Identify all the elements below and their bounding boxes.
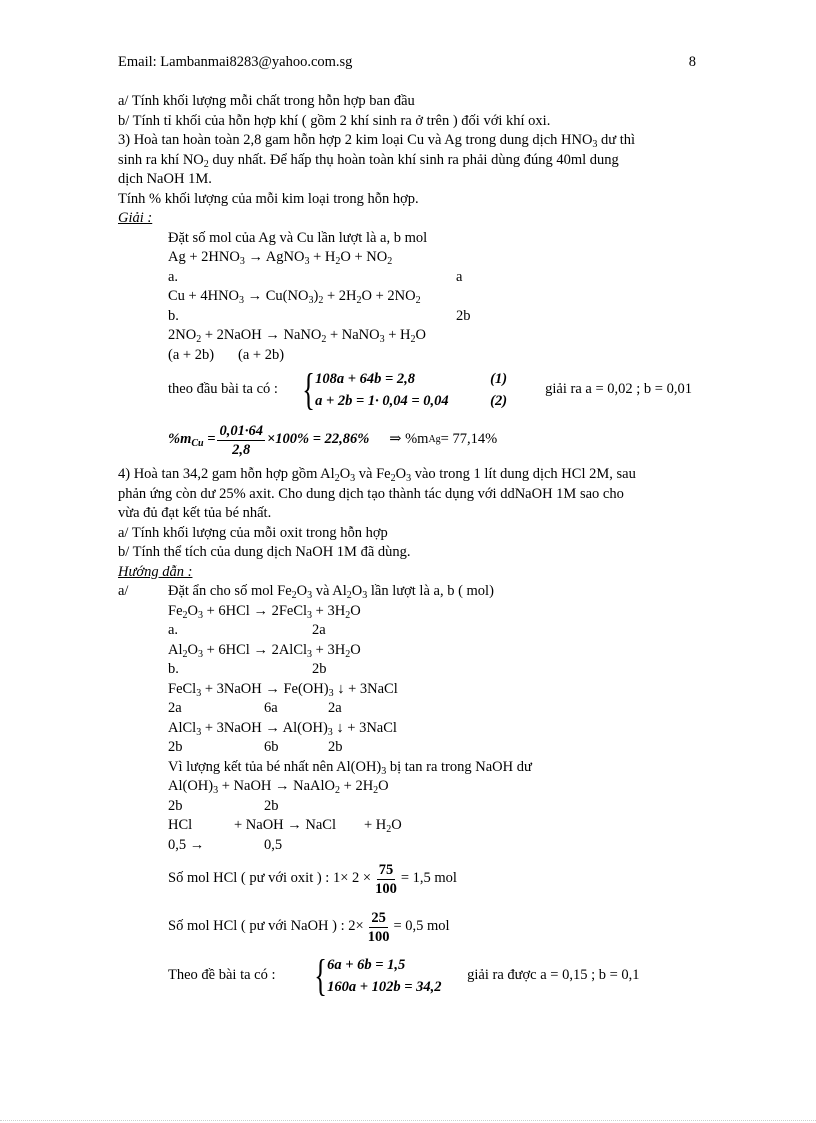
brace: { (314, 951, 327, 1000)
equation-1: 6a + 6b = 1,5 (327, 957, 406, 973)
text: b. (168, 661, 179, 677)
percent-formula: $\%m_{Cu}$ = $\frac{0,01\cdot 64}{2,8}$ ×100% = 22,86% ⇒ %m Ag = 77,14% (168, 422, 498, 458)
subscript: 3 (307, 609, 313, 621)
text: + 3H (312, 641, 346, 658)
subscript: 3 (304, 256, 310, 267)
text: O (351, 583, 363, 599)
text-line: b/ Tính tỉ khối của hỗn hợp khí ( gồm 2 khí sinh ra ở trên ) đối với khí oxi. (118, 112, 551, 129)
subscript: 3 (592, 139, 598, 150)
text: và Fe (355, 466, 391, 482)
header-email: Email: Lambanmai8283@yahoo.com.sg (118, 54, 353, 70)
text: 2b (168, 797, 183, 814)
text: O (350, 641, 361, 658)
equation (168, 602, 696, 622)
mole-row (168, 797, 696, 817)
solution-heading: Giải : (118, 210, 153, 226)
text: 6b (264, 739, 279, 755)
text: a. (168, 268, 179, 285)
text: Ag + 2HNO (168, 249, 240, 265)
text: ↓ + 3NaCl (333, 680, 398, 697)
subscript: 3 (307, 590, 313, 601)
text: AlCl (168, 719, 197, 736)
text: ⇒ %m (389, 431, 429, 448)
text-line (168, 758, 696, 778)
equation-system-2 (168, 951, 696, 1001)
text: 4) Hoà tan 34,2 gam hỗn hợp gồm Al (118, 466, 335, 482)
text-line: b/ Tính thể tích của dung dịch NaOH 1M đã dùng. (118, 544, 411, 560)
text: + 2H (340, 778, 374, 794)
numerator: 25 (371, 909, 386, 926)
text: (a + 2b) (168, 346, 215, 363)
text: sinh ra khí NO (118, 151, 204, 168)
equation (168, 641, 696, 661)
text: → AgNO (244, 249, 305, 265)
mole-row (168, 621, 696, 641)
text: O (415, 327, 427, 343)
mole-row (168, 346, 696, 366)
subscript: 3 (328, 687, 334, 699)
text: 2b (312, 661, 327, 677)
text: a/ (118, 583, 129, 599)
text: b. (168, 307, 179, 324)
subscript: 2 (203, 158, 209, 170)
subscript: 3 (197, 609, 203, 621)
text: = 77,14% (440, 431, 498, 448)
equation-1: 108a + 64b = 2,8 (315, 371, 416, 387)
text: 2b (168, 739, 183, 755)
subscript: 2 (335, 785, 341, 796)
system-equations (315, 368, 490, 412)
hcl-naoh-calc (168, 903, 696, 951)
text-line: a/ Tính khối lượng của mỗi oxit trong hỗn hợp (118, 524, 388, 541)
page-number: 8 (688, 54, 696, 70)
subscript: 2 (196, 334, 202, 345)
text: a (456, 268, 463, 285)
text: Theo đề bài ta có : (168, 967, 276, 984)
denominator: 2,8 (232, 441, 251, 458)
subscript: 2 (291, 590, 297, 601)
text: FeCl (168, 680, 197, 697)
text: ×100% = 22,86% (266, 431, 370, 448)
guide-first-line (118, 582, 696, 602)
text: Al (168, 641, 183, 658)
denominator: 100 (367, 928, 390, 945)
subscript: 2 (390, 473, 396, 484)
equation-2: 160a + 102b = 34,2 (327, 979, 442, 995)
text: O (350, 602, 361, 619)
guide-heading: Hướng dẫn : (118, 563, 193, 580)
denominator: 100 (375, 880, 397, 897)
text: lần lượt là a, b ( mol) (367, 583, 494, 599)
text: → Cu(NO (244, 288, 309, 304)
text: giải ra được a = 0,15 ; b = 0,1 (467, 967, 640, 984)
text: + 2NaOH → NaNO (201, 327, 322, 343)
system-equations (327, 954, 467, 998)
subscript: 3 (239, 295, 245, 306)
subscript: 3 (362, 590, 368, 601)
text: 2a (168, 700, 182, 716)
subscript: 3 (239, 256, 245, 267)
text: = 0,5 mol (393, 918, 450, 935)
text-line: dịch NaOH 1M. (118, 171, 212, 187)
eq-number: (2) (490, 393, 508, 409)
text: Fe (168, 602, 183, 619)
subscript: 2 (410, 334, 416, 345)
text: (a + 2b) (238, 346, 285, 363)
text: + NaOH → NaCl (234, 817, 337, 833)
equation (168, 248, 696, 268)
subscript: 3 (406, 473, 412, 484)
text: bị tan ra trong NaOH dư (386, 758, 532, 775)
text: + H (364, 817, 387, 833)
text: + NaOH → NaAlO (218, 778, 336, 794)
text-line: vừa đủ đạt kết tủa bé nhất. (118, 505, 272, 521)
document-body (118, 92, 696, 1001)
text: 2b (328, 739, 343, 755)
text: ) (313, 288, 319, 304)
text: O (296, 583, 308, 599)
fraction (366, 909, 392, 946)
subscript: 3 (327, 726, 333, 738)
mole-row (168, 268, 696, 288)
text: Vì lượng kết tủa bé nhất nên Al(OH) (168, 758, 382, 775)
subscript: 2 (334, 473, 340, 484)
text: + 3H (312, 602, 346, 619)
text: vào trong 1 lít dung dịch HCl 2M, sau (411, 466, 636, 482)
text: %m (168, 431, 192, 448)
text-line: Tính % khối lượng của mỗi kim loại trong hỗn hợp. (118, 190, 419, 207)
mole-row (168, 836, 696, 856)
mole-row (168, 699, 696, 719)
text-line: phản ứng còn dư 25% axit. Cho dung dịch tạo thành tác dụng với ddNaOH 1M sao cho (118, 485, 624, 502)
subscript: 2 (335, 256, 341, 267)
text: và Al (312, 583, 347, 599)
subscript: 2 (386, 824, 392, 835)
text: 0,5 → (168, 836, 205, 853)
subscript: 2 (182, 648, 188, 660)
problem-4 (118, 465, 696, 485)
subscript: 2 (387, 256, 393, 267)
text: Số mol HCl ( pư với oxit ) : 1× 2 × (168, 870, 372, 887)
text: O (339, 466, 351, 482)
text: HCl (168, 817, 193, 833)
equation (168, 326, 696, 346)
text: theo đầu bài ta có : (168, 381, 278, 398)
equation (168, 287, 696, 307)
text: + H (309, 249, 336, 265)
text: 2a (328, 700, 342, 716)
text: + NaNO (326, 327, 380, 343)
subscript: 2 (345, 609, 351, 621)
text: = (203, 431, 216, 448)
mole-row (168, 738, 696, 758)
subscript: 2 (182, 609, 188, 621)
text: ↓ + 3NaCl (332, 719, 397, 736)
page-header (118, 54, 696, 74)
text: + H (384, 327, 411, 343)
fraction (373, 861, 399, 898)
text: O (187, 602, 198, 619)
subscript: 2 (321, 334, 327, 345)
equation-numbers (490, 368, 545, 412)
text-line: Đặt số mol của Ag và Cu lần lượt là a, b mol (168, 229, 428, 246)
text: dư thì (597, 132, 636, 148)
equation-system-1 (168, 365, 696, 415)
text: O (391, 817, 402, 833)
numerator: 0,01·64 (219, 422, 263, 439)
text: 2b (456, 307, 471, 324)
text: 0,5 (264, 836, 283, 853)
text: 2b (264, 797, 279, 814)
numerator: 75 (378, 861, 394, 878)
mole-row (168, 660, 696, 680)
text: 3) Hoà tan hoàn toàn 2,8 gam hỗn hợp 2 kim loại Cu và Ag trong dung dịch HNO (118, 132, 593, 148)
text: a. (168, 622, 179, 638)
subscript: 2 (356, 295, 362, 306)
guide-block (118, 602, 696, 1002)
text: O (378, 778, 389, 794)
subscript: 3 (196, 726, 202, 738)
text: O (395, 466, 407, 482)
formula (168, 430, 215, 450)
text: duy nhất. Để hấp thụ hoàn toàn khí sinh ra phải dùng đúng 40ml dung (208, 151, 619, 168)
problem-3 (118, 131, 696, 151)
text: O + 2NO (361, 288, 416, 304)
hcl-oxide-calc (168, 855, 696, 903)
subscript: Cu (191, 438, 204, 450)
equation (168, 777, 696, 797)
text (168, 582, 494, 602)
text: + 3NaOH → Fe(OH) (201, 680, 329, 697)
subscript: 3 (197, 648, 203, 660)
equation (168, 680, 696, 700)
text: + 2H (323, 288, 357, 304)
brace: { (302, 365, 315, 414)
text: 2a (312, 622, 326, 638)
subscript: 2 (345, 648, 351, 660)
text: giải ra a = 0,02 ; b = 0,01 (545, 381, 692, 398)
subscript: 3 (350, 473, 356, 484)
text: 2NO (168, 327, 197, 343)
text: + 3NaOH → Al(OH) (201, 719, 328, 736)
subscript: 3 (213, 785, 219, 796)
text: Al(OH) (168, 778, 214, 794)
eq-number: (1) (490, 371, 508, 387)
text: + 6HCl → 2AlCl (202, 641, 308, 658)
solution-block (118, 229, 696, 466)
equation (168, 719, 696, 739)
subscript: 2 (346, 590, 352, 601)
text: + 6HCl → 2FeCl (202, 602, 308, 619)
subscript: 3 (379, 334, 385, 345)
equation-2: a + 2b = 1· 0,04 = 0,04 (315, 393, 449, 409)
text: O (187, 641, 198, 658)
subscript: 2 (318, 295, 324, 306)
text-line: a/ Tính khối lượng mỗi chất trong hỗn hợp ban đầu (118, 93, 415, 109)
subscript: 3 (381, 765, 387, 777)
text: Số mol HCl ( pư với NaOH ) : 2× (168, 918, 364, 935)
subscript: 3 (307, 648, 313, 660)
subscript: 2 (415, 295, 421, 306)
text: Cu + 4HNO (168, 288, 240, 304)
subscript: 3 (308, 295, 314, 306)
subscript: 2 (373, 785, 379, 796)
subscript: 3 (196, 687, 202, 699)
text (364, 816, 402, 836)
text-line (118, 151, 696, 171)
text: = 1,5 mol (400, 870, 457, 887)
text: Đặt ẩn cho số mol Fe (168, 583, 292, 599)
text: 6a (264, 700, 278, 716)
fraction (217, 422, 265, 459)
text: O + NO (340, 249, 388, 265)
equation (168, 816, 696, 836)
mole-row (168, 307, 696, 327)
